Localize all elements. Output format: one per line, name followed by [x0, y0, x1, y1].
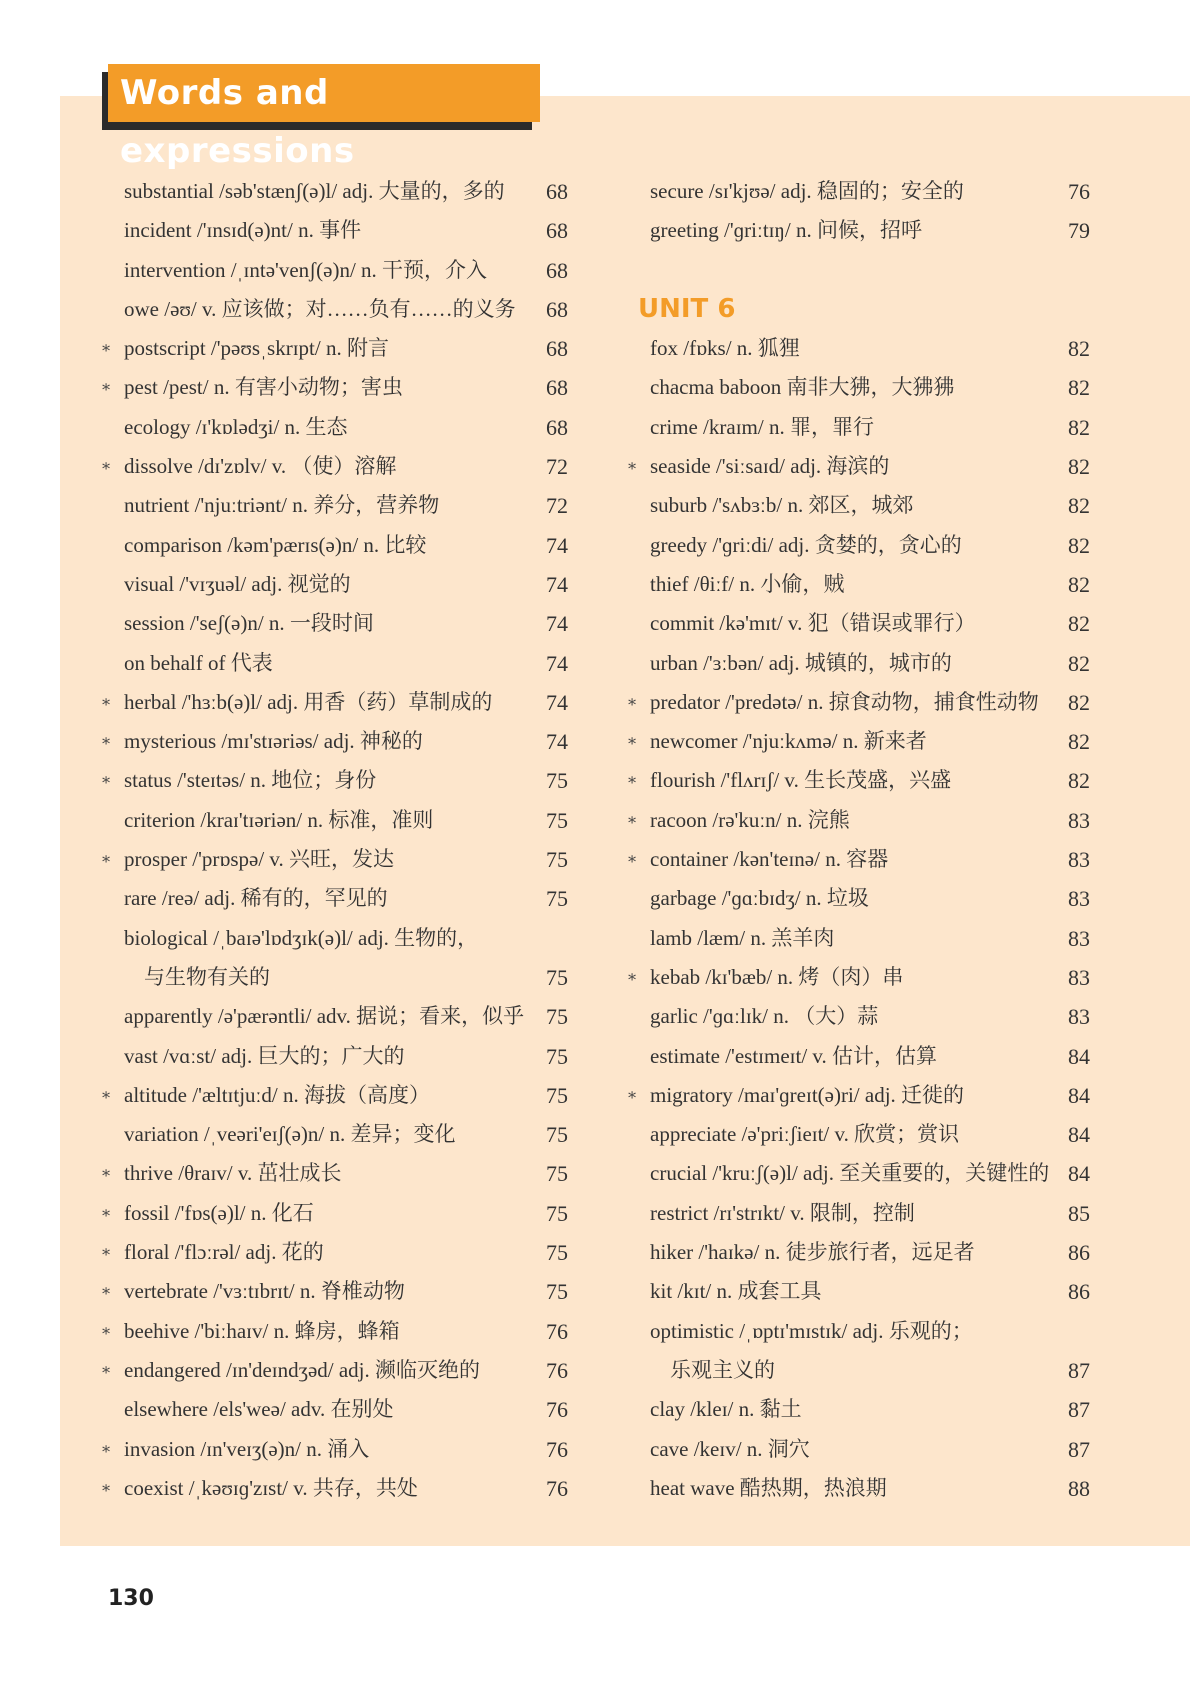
- vocab-entry-row: [624, 1312, 1090, 1351]
- asterisk-icon: ∗: [100, 1479, 112, 1497]
- entry-page-ref: 75: [546, 1082, 568, 1108]
- vocab-entry: substantial /səb'stænʃ(ə)l/ adj. 大量的，多的: [124, 179, 505, 203]
- vocab-entry: fossil /'fɒs(ə)l/ n. 化石: [124, 1200, 314, 1225]
- vocab-entry: chacma baboon 南非大狒，大狒狒: [650, 375, 955, 400]
- asterisk-icon: ∗: [100, 1283, 112, 1301]
- entry-page-ref: 72: [546, 493, 568, 519]
- entry-page-ref: 82: [1068, 650, 1090, 676]
- vocab-entry: vast /vɑːst/ adj. 巨大的；广大的: [124, 1043, 405, 1068]
- vocab-entry-row: [624, 840, 1090, 879]
- entry-page-ref: 82: [1068, 493, 1090, 519]
- vocab-entry: crucial /'kruːʃ(ə)l/ adj. 至关重要的，关键性的: [650, 1161, 1050, 1186]
- vocab-entry-row: [98, 1312, 568, 1351]
- vocab-entry: secure /sɪ'kjʊə/ adj. 稳固的；安全的: [650, 179, 964, 203]
- vocab-entry: suburb /'sʌbɜːb/ n. 郊区，城郊: [650, 493, 914, 518]
- left-column: [98, 172, 568, 1508]
- vocab-entry-row: [98, 251, 568, 290]
- vocab-entry-row: [98, 879, 568, 918]
- entry-page-ref: 75: [546, 1279, 568, 1305]
- entry-page-ref: 74: [546, 532, 568, 558]
- asterisk-icon: ∗: [100, 1086, 112, 1104]
- unit-heading: UNIT 6: [638, 293, 736, 324]
- vocab-entry: vertebrate /'vɜːtɪbrɪt/ n. 脊椎动物: [124, 1279, 405, 1304]
- vocab-entry-row: [624, 958, 1090, 997]
- entry-page-ref: 87: [1068, 1397, 1090, 1423]
- vocab-entry-row: [624, 879, 1090, 918]
- entry-page-ref: 84: [1068, 1122, 1090, 1148]
- vocab-entry-row: [98, 801, 568, 840]
- vocab-entry-row: [624, 408, 1090, 447]
- vocab-entry: owe /əʊ/ v. 应该做；对……负有……的义务: [124, 296, 516, 321]
- vocab-entry-row: [98, 447, 568, 486]
- vocab-entry: predator /'predətə/ n. 掠食动物，捕食性动物: [650, 689, 1039, 714]
- entry-page-ref: 76: [546, 1357, 568, 1383]
- entry-page-ref: 75: [546, 807, 568, 833]
- entry-page-ref: 75: [546, 1122, 568, 1148]
- vocab-entry: incident /'ɪnsɪd(ə)nt/ n. 事件: [124, 218, 362, 243]
- vocab-entry: prosper /'prɒspə/ v. 兴旺，发达: [124, 847, 395, 872]
- vocab-entry: seaside /'siːsaɪd/ adj. 海滨的: [650, 454, 890, 479]
- vocab-entry-row: [98, 958, 568, 997]
- vocab-entry: elsewhere /els'weə/ adv. 在别处: [124, 1397, 394, 1422]
- entry-page-ref: 83: [1068, 807, 1090, 833]
- vocab-entry-row: [624, 604, 1090, 643]
- vocab-entry: pest /pest/ n. 有害小动物；害虫: [124, 375, 403, 400]
- vocab-entry-row: [98, 683, 568, 722]
- vocab-entry-row: [98, 761, 568, 800]
- vocab-entry: biological /ˌbaɪə'lɒdʒɪk(ə)l/ adj. 生物的，: [124, 925, 479, 950]
- entry-page-ref: 75: [546, 964, 568, 990]
- vocab-entry: greeting /'ɡriːtɪŋ/ n. 问候，招呼: [650, 218, 922, 243]
- entry-page-ref: 82: [1068, 571, 1090, 597]
- entry-page-ref: 74: [546, 650, 568, 676]
- vocab-entry: 乐观主义的: [670, 1357, 775, 1382]
- vocab-entry: heat wave 酷热期，热浪期: [650, 1475, 887, 1500]
- entry-page-ref: 87: [1068, 1436, 1090, 1462]
- entry-page-ref: 83: [1068, 847, 1090, 873]
- entry-page-ref: 68: [546, 179, 568, 204]
- entry-page-ref: 68: [546, 218, 568, 244]
- entry-page-ref: 75: [546, 1004, 568, 1030]
- vocab-entry-row: [98, 1115, 568, 1154]
- asterisk-icon: ∗: [100, 458, 112, 476]
- entry-page-ref: 79: [1068, 218, 1090, 244]
- entry-page-ref: 83: [1068, 925, 1090, 951]
- asterisk-icon: ∗: [100, 772, 112, 790]
- entry-page-ref: 83: [1068, 1004, 1090, 1030]
- entry-page-ref: 84: [1068, 1082, 1090, 1108]
- vocab-entry: migratory /maɪ'ɡreɪt(ə)ri/ adj. 迁徙的: [650, 1082, 965, 1107]
- vocab-entry: altitude /'æltɪtjuːd/ n. 海拔（高度）: [124, 1082, 430, 1107]
- vocab-entry: rare /reə/ adj. 稀有的，罕见的: [124, 886, 388, 911]
- asterisk-icon: ∗: [626, 772, 638, 790]
- asterisk-icon: ∗: [626, 733, 638, 751]
- asterisk-icon: ∗: [626, 458, 638, 476]
- entry-page-ref: 84: [1068, 1043, 1090, 1069]
- vocab-entry: hiker /'haɪkə/ n. 徒步旅行者，远足者: [650, 1240, 975, 1265]
- entry-page-ref: 74: [546, 729, 568, 755]
- vocab-entry: invasion /ɪn'veɪʒ(ə)n/ n. 涌入: [124, 1436, 370, 1461]
- vocab-entry: appreciate /ə'priːʃieɪt/ v. 欣赏；赏识: [650, 1122, 960, 1147]
- entry-page-ref: 83: [1068, 964, 1090, 990]
- vocab-entry: variation /ˌveəri'eɪʃ(ə)n/ n. 差异；变化: [124, 1122, 456, 1147]
- vocab-entry: apparently /ə'pærəntli/ adv. 据说；看来，似乎: [124, 1004, 525, 1029]
- vocab-entry: fox /fɒks/ n. 狐狸: [650, 336, 800, 361]
- asterisk-icon: ∗: [100, 340, 112, 358]
- entry-page-ref: 84: [1068, 1161, 1090, 1187]
- spacer: [624, 251, 1090, 290]
- vocab-entry-row: [98, 722, 568, 761]
- vocab-entry-row: [98, 408, 568, 447]
- entry-page-ref: 82: [1068, 336, 1090, 362]
- vocab-entry: status /'steɪtəs/ n. 地位；身份: [124, 768, 377, 793]
- vocab-entry: mysterious /mɪ'stɪəriəs/ adj. 神秘的: [124, 729, 423, 754]
- vocab-entry-row: [98, 1154, 568, 1193]
- vocab-entry-row: [624, 919, 1090, 958]
- vocab-entry-row: [98, 368, 568, 407]
- vocab-entry-row: [624, 722, 1090, 761]
- vocab-entry: ecology /ɪ'kɒlədʒi/ n. 生态: [124, 414, 348, 439]
- vocab-entry: kebab /kɪ'bæb/ n. 烤（肉）串: [650, 964, 904, 989]
- entry-page-ref: 85: [1068, 1200, 1090, 1226]
- unit-word-list: [624, 329, 1090, 1508]
- vocab-entry-row: [98, 1430, 568, 1469]
- vocab-entry: endangered /ɪn'deɪndʒəd/ adj. 濒临灭绝的: [124, 1357, 481, 1382]
- vocab-entry-row: [98, 997, 568, 1036]
- vocab-entry-row: [98, 526, 568, 565]
- section-title: Words and expressions: [108, 64, 540, 122]
- asterisk-icon: ∗: [626, 968, 638, 986]
- vocab-entry-row: [98, 290, 568, 329]
- entry-page-ref: 74: [546, 689, 568, 715]
- asterisk-icon: ∗: [626, 693, 638, 711]
- vocab-entry: newcomer /'njuːkʌmə/ n. 新来者: [650, 729, 927, 754]
- vocab-entry-row: [98, 1076, 568, 1115]
- asterisk-icon: ∗: [100, 693, 112, 711]
- vocab-entry: intervention /ˌɪntə'venʃ(ə)n/ n. 干预，介入: [124, 257, 488, 282]
- vocab-entry: floral /'flɔːrəl/ adj. 花的: [124, 1240, 324, 1265]
- page-number: 130: [108, 1586, 154, 1611]
- vocab-entry-row: [98, 840, 568, 879]
- vocab-entry-row: [98, 329, 568, 368]
- vocab-entry-row: [624, 1430, 1090, 1469]
- vocab-entry: dissolve /dɪ'zɒlv/ v. （使）溶解: [124, 454, 397, 479]
- entry-page-ref: 82: [1068, 414, 1090, 440]
- entry-page-ref: 82: [1068, 375, 1090, 401]
- entry-page-ref: 82: [1068, 532, 1090, 558]
- vocab-entry: herbal /'hɜːb(ə)l/ adj. 用香（药）草制成的: [124, 689, 493, 714]
- asterisk-icon: ∗: [626, 811, 638, 829]
- entry-page-ref: 74: [546, 611, 568, 637]
- entry-page-ref: 75: [546, 847, 568, 873]
- vocab-entry-row: [98, 1390, 568, 1429]
- vocab-entry: coexist /ˌkəʊɪɡ'zɪst/ v. 共存，共处: [124, 1475, 418, 1500]
- entry-page-ref: 82: [1068, 454, 1090, 480]
- entry-page-ref: 76: [546, 1397, 568, 1423]
- entry-page-ref: 75: [546, 1161, 568, 1187]
- vocab-entry-row: [624, 329, 1090, 368]
- asterisk-icon: ∗: [100, 379, 112, 397]
- vocab-entry: comparison /kəm'pærɪs(ə)n/ n. 比较: [124, 532, 427, 557]
- entry-page-ref: 74: [546, 571, 568, 597]
- entry-page-ref: 75: [546, 1240, 568, 1266]
- vocab-entry: on behalf of 代表: [124, 650, 273, 675]
- vocab-entry-row: [624, 1469, 1090, 1508]
- vocab-entry-row: [624, 368, 1090, 407]
- entry-page-ref: 87: [1068, 1357, 1090, 1383]
- vocab-entry: thief /θiːf/ n. 小偷，贼: [650, 571, 845, 596]
- vocab-entry: session /'seʃ(ə)n/ n. 一段时间: [124, 611, 374, 636]
- vocab-entry-row: [98, 211, 568, 250]
- asterisk-icon: ∗: [100, 1322, 112, 1340]
- vocab-entry-row: [624, 526, 1090, 565]
- entry-page-ref: 76: [546, 1436, 568, 1462]
- vocab-entry: urban /'ɜːbən/ adj. 城镇的，城市的: [650, 650, 952, 675]
- vocab-entry-row: [624, 1037, 1090, 1076]
- asterisk-icon: ∗: [626, 1086, 638, 1104]
- vocab-entry-row: [624, 447, 1090, 486]
- right-column: [624, 172, 1090, 1508]
- vocab-entry-row: [624, 172, 1090, 211]
- vocab-entry: crime /kraɪm/ n. 罪，罪行: [650, 414, 874, 439]
- entry-page-ref: 75: [546, 886, 568, 912]
- vocab-entry-row: [98, 565, 568, 604]
- entry-page-ref: 68: [546, 296, 568, 322]
- entry-page-ref: 82: [1068, 768, 1090, 794]
- entry-page-ref: 86: [1068, 1240, 1090, 1266]
- asterisk-icon: ∗: [100, 1361, 112, 1379]
- entry-page-ref: 88: [1068, 1475, 1090, 1501]
- entry-page-ref: 76: [1068, 179, 1090, 204]
- vocab-entry: 与生物有关的: [144, 964, 270, 989]
- vocab-entry: garlic /'ɡɑːlɪk/ n. （大）蒜: [650, 1004, 879, 1029]
- vocab-entry: thrive /θraɪv/ v. 茁壮成长: [124, 1161, 342, 1186]
- vocab-entry-row: [98, 1194, 568, 1233]
- vocab-entry-row: [624, 1115, 1090, 1154]
- vocab-entry: garbage /'ɡɑːbɪdʒ/ n. 垃圾: [650, 886, 869, 911]
- vocab-entry-row: [624, 1154, 1090, 1193]
- vocab-entry: commit /kə'mɪt/ v. 犯（错误或罪行）: [650, 611, 976, 636]
- entry-page-ref: 68: [546, 414, 568, 440]
- entry-page-ref: 86: [1068, 1279, 1090, 1305]
- vocab-entry-row: [624, 211, 1090, 250]
- entry-page-ref: 83: [1068, 886, 1090, 912]
- entry-page-ref: 82: [1068, 729, 1090, 755]
- vocab-entry-row: [624, 1233, 1090, 1272]
- asterisk-icon: ∗: [100, 851, 112, 869]
- vocab-entry-row: [624, 1272, 1090, 1311]
- vocab-entry-row: [98, 1037, 568, 1076]
- vocab-entry-row: [624, 997, 1090, 1036]
- vocab-entry: lamb /læm/ n. 羔羊肉: [650, 925, 835, 950]
- vocab-entry-row: [624, 1390, 1090, 1429]
- vocab-entry-row: [98, 1233, 568, 1272]
- vocab-entry: cave /keɪv/ n. 洞穴: [650, 1436, 810, 1461]
- vocab-entry: criterion /kraɪ'tɪəriən/ n. 标准，准则: [124, 807, 434, 832]
- entry-page-ref: 82: [1068, 611, 1090, 637]
- vocab-entry: container /kən'teɪnə/ n. 容器: [650, 847, 889, 872]
- vocab-entry-row: [624, 801, 1090, 840]
- entry-page-ref: 68: [546, 336, 568, 362]
- entry-page-ref: 68: [546, 257, 568, 283]
- asterisk-icon: ∗: [100, 1440, 112, 1458]
- vocab-entry-row: [624, 761, 1090, 800]
- asterisk-icon: ∗: [100, 1244, 112, 1262]
- entry-page-ref: 72: [546, 454, 568, 480]
- vocab-entry-row: [98, 644, 568, 683]
- vocab-entry-row: [98, 919, 568, 958]
- vocab-entry: restrict /rɪ'strɪkt/ v. 限制，控制: [650, 1200, 915, 1225]
- vocab-entry-row: [624, 1076, 1090, 1115]
- entry-page-ref: 75: [546, 768, 568, 794]
- vocab-entry: greedy /'ɡriːdi/ adj. 贪婪的，贪心的: [650, 532, 962, 557]
- vocab-entry-row: [98, 486, 568, 525]
- vocab-entry: visual /'vɪʒuəl/ adj. 视觉的: [124, 571, 351, 596]
- vocab-entry-row: [624, 486, 1090, 525]
- vocab-entry-row: [98, 1272, 568, 1311]
- vocab-entry: clay /kleɪ/ n. 黏土: [650, 1397, 802, 1422]
- vocab-entry-row: [98, 1469, 568, 1508]
- entry-page-ref: 82: [1068, 689, 1090, 715]
- entry-page-ref: 76: [546, 1318, 568, 1344]
- entry-page-ref: 75: [546, 1200, 568, 1226]
- vocab-entry-row: [624, 565, 1090, 604]
- vocab-entry: estimate /'estɪmeɪt/ v. 估计，估算: [650, 1043, 938, 1068]
- vocab-entry-row: [98, 172, 568, 211]
- asterisk-icon: ∗: [100, 1165, 112, 1183]
- asterisk-icon: ∗: [100, 1204, 112, 1222]
- asterisk-icon: ∗: [626, 851, 638, 869]
- vocab-entry: optimistic /ˌɒptɪ'mɪstɪk/ adj. 乐观的；: [650, 1318, 973, 1343]
- vocab-entry: racoon /rə'kuːn/ n. 浣熊: [650, 807, 850, 832]
- vocab-entry-row: [624, 1194, 1090, 1233]
- vocab-entry-row: [98, 1351, 568, 1390]
- entry-page-ref: 75: [546, 1043, 568, 1069]
- vocab-entry: beehive /'biːhaɪv/ n. 蜂房，蜂箱: [124, 1318, 400, 1343]
- vocab-entry: postscript /'pəʊsˌskrɪpt/ n. 附言: [124, 336, 389, 361]
- entry-page-ref: 68: [546, 375, 568, 401]
- vocab-entry-row: [624, 644, 1090, 683]
- vocab-entry: flourish /'flʌrɪʃ/ v. 生长茂盛，兴盛: [650, 768, 952, 793]
- vocab-entry-row: [624, 683, 1090, 722]
- vocab-entry-row: [624, 1351, 1090, 1390]
- asterisk-icon: ∗: [100, 733, 112, 751]
- vocab-entry: nutrient /'njuːtriənt/ n. 养分，营养物: [124, 493, 440, 518]
- vocab-entry-row: [98, 604, 568, 643]
- right-column-top-list: [624, 172, 1090, 251]
- vocab-entry: kit /kɪt/ n. 成套工具: [650, 1279, 822, 1304]
- entry-page-ref: 76: [546, 1475, 568, 1501]
